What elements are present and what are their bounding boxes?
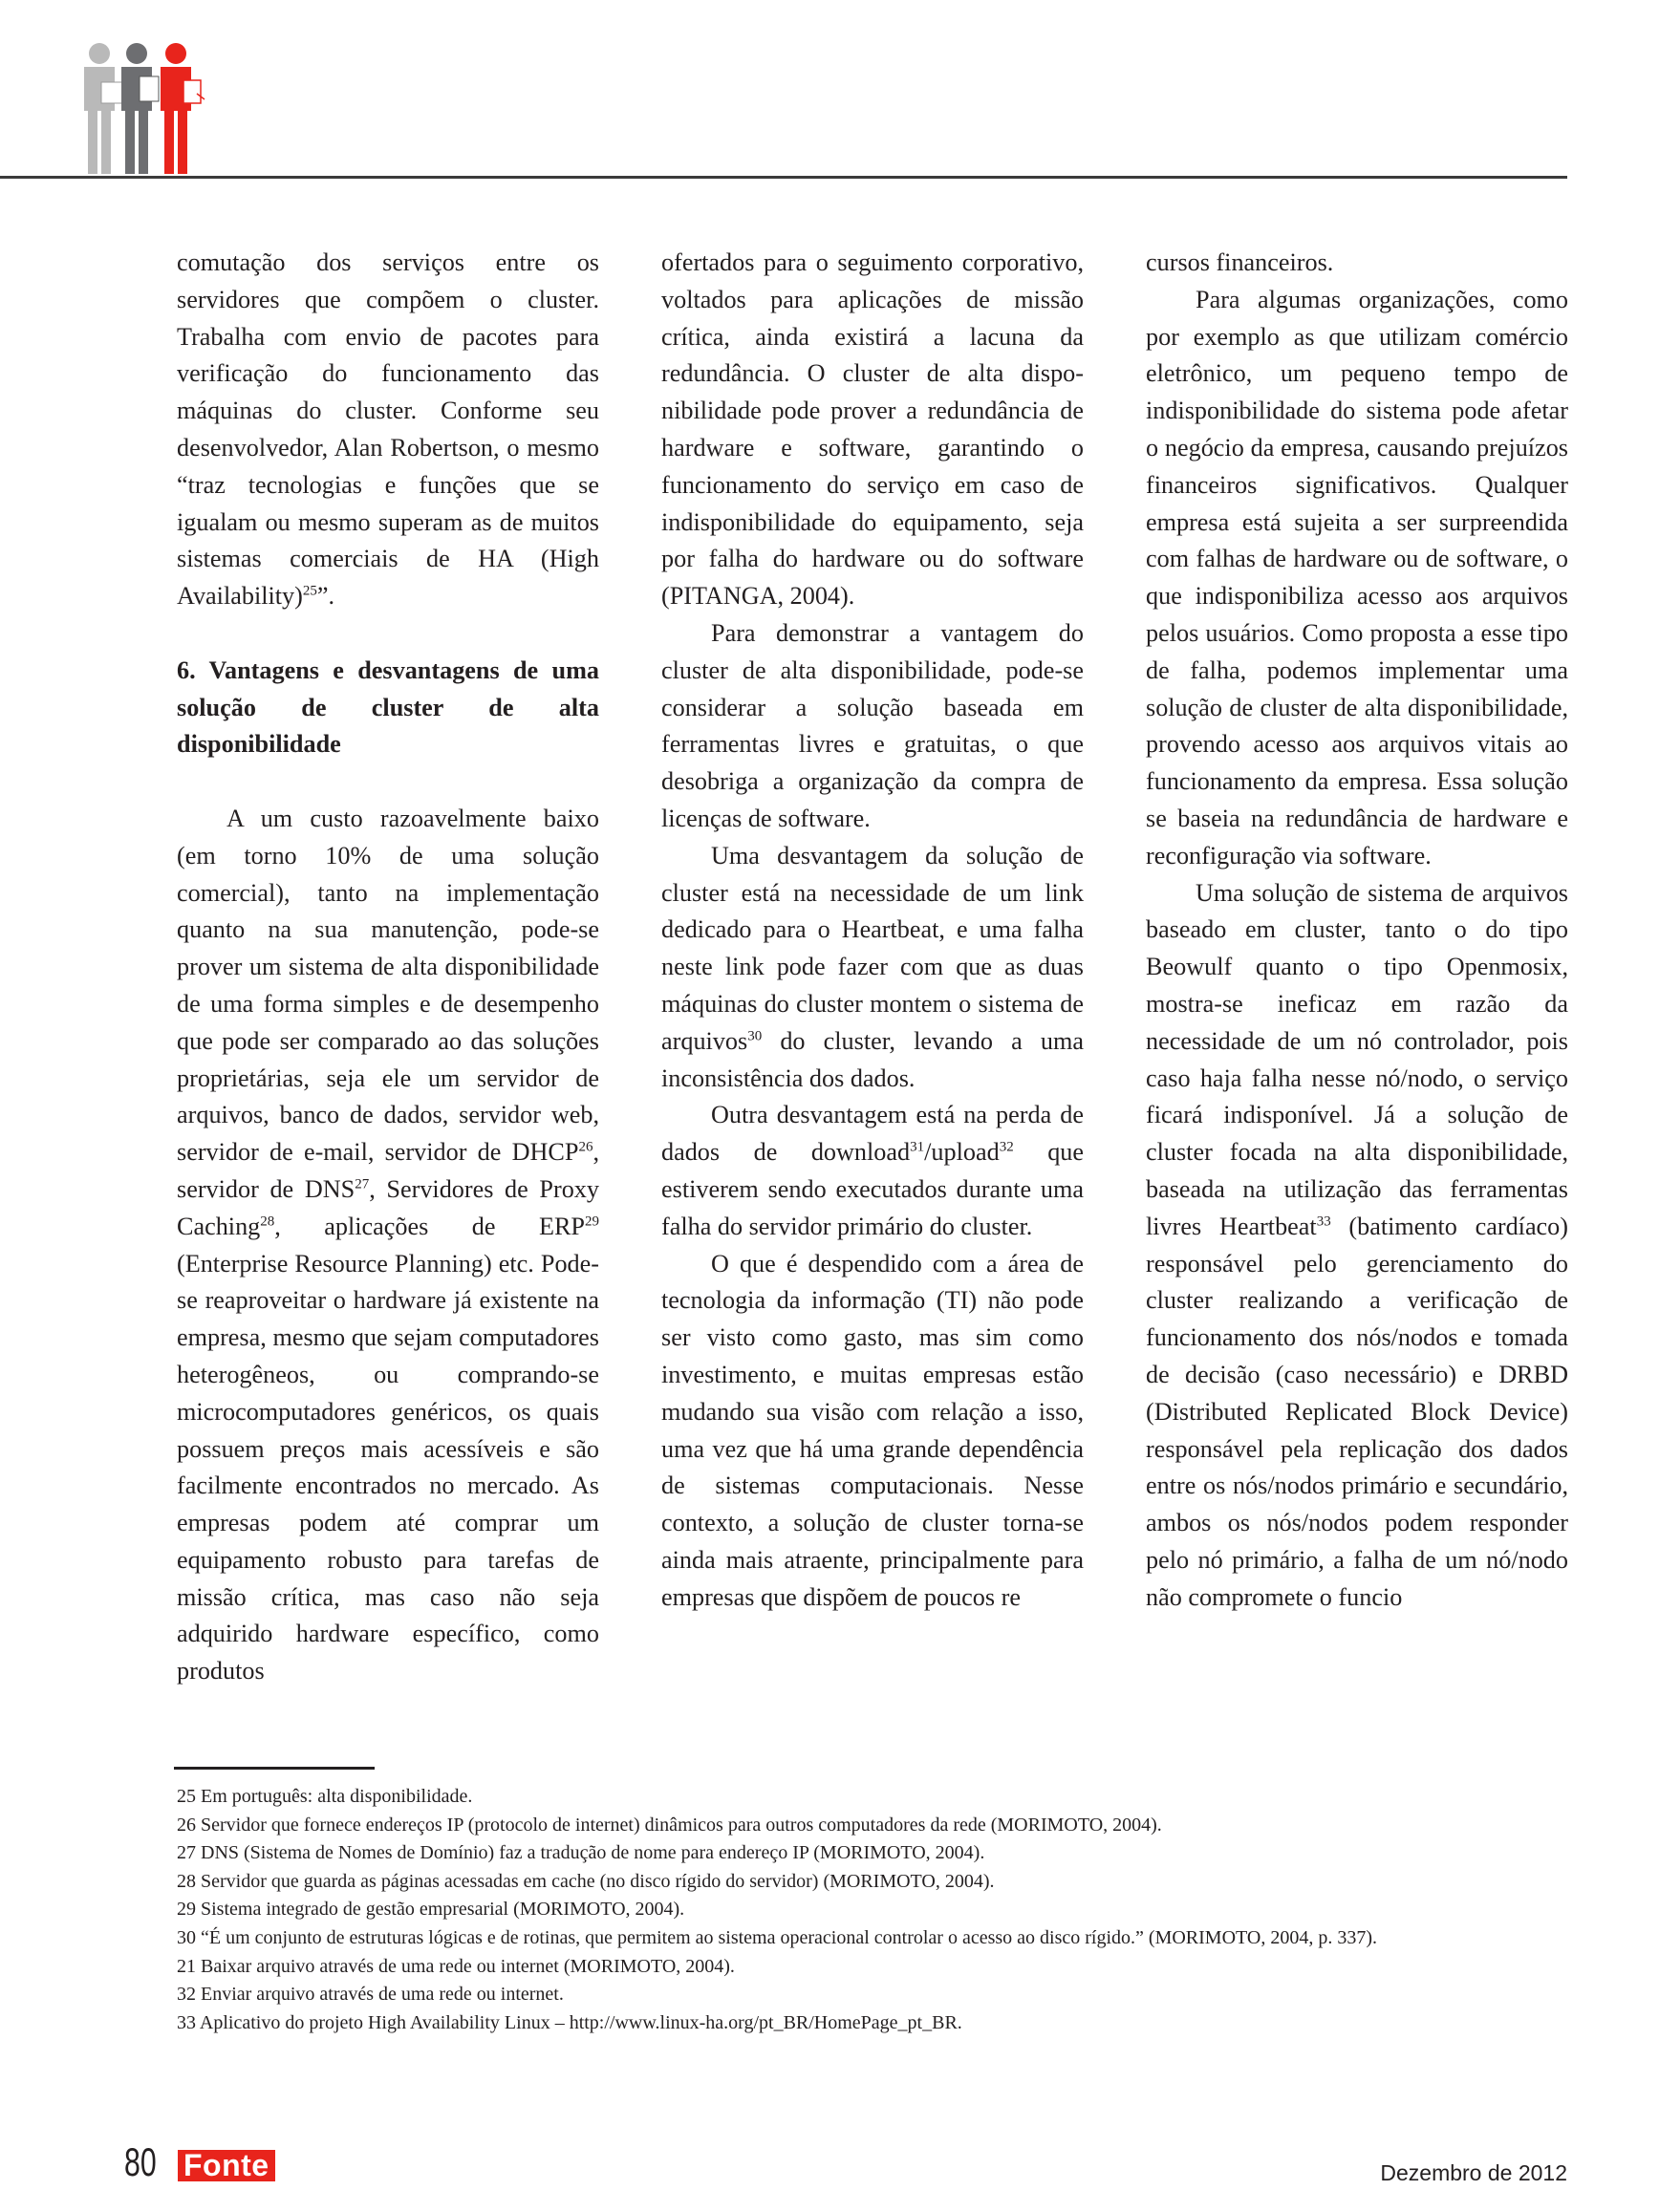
brand-logo: Fonte (178, 2150, 275, 2181)
page-number: 80 (124, 2139, 157, 2184)
footnote-27: 27 DNS (Sistema de Nomes de Domínio) faz a tradução de nome para endereço IP (MORIMOTO, 2004). (177, 1842, 985, 1864)
footnote-32: 32 Enviar arquivo através de uma rede ou internet. (177, 1984, 564, 2006)
paragraph: cursos financeiros. (1146, 248, 1334, 276)
header-rule (0, 176, 1567, 179)
footnote-31: 21 Baixar arquivo através de uma rede ou internet (MORIMOTO, 2004). (177, 1955, 735, 1977)
footnote-28: 28 Servidor que guarda as páginas acessadas em cache (no disco rígido do servidor) (MORIMOTO, 2004). (177, 1870, 995, 1892)
paragraph: Outra desvantagem está na perda de dados de download$^{31}$/upload$^{32}$ que estiverem sendo executados durante uma falha do servidor primário do cluster. (661, 1101, 1085, 1240)
footnote-33: 33 Aplicativo do projeto High Availability Linux – http://www.linux-ha.org/pt_BR/HomePage_pt_BR. (177, 2011, 962, 2033)
footnote-rule (174, 1767, 375, 1770)
paragraph: Uma desvantagem da solução de cluster está na necessidade de um link dedicado para o Heartbeat, e uma falha neste link pode fazer com que as duas máquinas do cluster montem o sistema de arquivos$^{30}$ do cluster, levando a uma inconsistência dos dados. (661, 841, 1084, 1092)
paragraph: Uma solução de sistema de arquivos baseado em cluster, tanto o do tipo Beowulf quanto o tipo Openmosix, mostra-se ineficaz em razão da necessidade de um nó controlador, pois caso haja falha nesse nó/nodo, o serviço ficará indisponível. Já a solução de cluster focada na alta disponibilidade, baseada na utilização das ferramentas livres Heartbeat$^{33}$ (batimento cardíaco) responsável pelo gerenciamento do cluster realizando a verificação de funcionamento dos nós/nodos e tomada de decisão (caso necessário) e DRBD (Distributed Replicated Block Device) responsável pela replicação dos dados entre os nós/nodos primário e secundário, ambos os nós/nodos podem responder pelo nó primário, a falha de um nó/nodo não compromete o funcio (1146, 878, 1568, 1611)
people-figures-logo-icon (76, 38, 220, 182)
paragraph: ofertados para o seguimento corporativo, voltados para aplicações de missão crítica, ainda existirá a lacuna da redundância. O cluster de alta disponibilidade pode prover a redundância de hardware e software, garantindo o funcionamento do serviço em caso de indisponibilidade do equipamento, seja por falha do hardware ou do software (PITANGA, 2004). (661, 248, 1084, 611)
footnotes (177, 1783, 1567, 2037)
paragraph: Para algumas organizações, como por exemplo as que utilizam comércio eletrônico, um pequeno tempo de indisponibilidade do sistema pode afetar o negócio da empresa, causando prejuízos financeiros significativos. Qualquer empresa está sujeita a ser surpreendida com falhas de hardware ou de software, o que indisponibiliza acesso aos arquivos pelos usuários. Como proposta a esse tipo de falha, podemos implementar uma solução de cluster de alta disponibilidade, provendo acesso aos arquivos vitais ao funcionamento da empresa. Essa solução se baseia na redundância de hardware e reconfiguração via software. (1146, 285, 1568, 870)
column-right (1146, 245, 1568, 1616)
footnote-29: 29 Sistema integrado de gestão empresarial (MORIMOTO, 2004). (177, 1899, 685, 1921)
paragraph: A um custo razoavelmente baixo (em torno 10% de uma solução comercial), tanto na implementação quanto na sua manutenção, pode-se prover um sistema de alta disponibilidade de uma forma simples e de desempenho que pode ser comparado ao das soluções proprietárias, seja ele um servidor de arquivos, banco de dados, servidor web, servidor de e-mail, servidor de DHCP$^{26}$, servidor de DNS$^{27}$, Servidores de Proxy Caching$^{28}$, aplicações de ERP$^{29}$ (Enterprise Resource Planning) etc. Pode-se reaproveitar o hardware já existente na empresa, mesmo que sejam computadores heterogêneos, ou comprando-se microcomputadores genéricos, os quais possuem preços mais acessíveis e são facilmente encontrados no mercado. As empresas podem até comprar um equipamento robusto para tarefas de missão crítica, mas caso não seja adquirido hardware específico, como produtos (177, 804, 599, 1686)
issue-date: Dezembro de 2012 (1380, 2160, 1567, 2185)
paragraph: comutação dos serviços entre os servidores que compõem o cluster. Trabalha com envio de pacotes para verificação do funcionamento das máquinas do cluster. Conforme seu desenvolvedor, Alan Robertson, o mesmo “traz tecnologias e funções que se igualam ou mesmo superam as de muitos sistemas comerciais de HA (High Availability)$^{25}$”. (177, 248, 599, 611)
section-heading: 6. Vantagens e desvantagens de uma solução de cluster de alta disponibilidade (177, 655, 599, 759)
column-middle (661, 245, 1084, 1616)
footnote-25: 25 Em português: alta disponibilidade. (177, 1786, 473, 1807)
footnote-26: 26 Servidor que fornece endereços IP (protocolo de internet) dinâmicos para outros computadores da rede (MORIMOTO, 2004). (177, 1814, 1162, 1836)
paragraph: O que é despendido com a área de tecnologia da informação (TI) não pode ser visto como gasto, mas sim como investimento, e muitas empresas estão mudando sua visão com relação a isso, uma vez que há uma grande dependência de sistemas computacionais. Nesse contexto, a solução de cluster torna-se ainda mais atraente, principalmente para empresas que dispõem de poucos re (661, 1249, 1084, 1611)
paragraph: Para demonstrar a vantagem do cluster de alta disponibilidade, pode-se considerar a solução baseada em ferramentas livres e gratuitas, o que desobriga a organização da compra de licenças de software. (661, 618, 1084, 832)
column-left (177, 245, 599, 1690)
footnote-30: 30 “É um conjunto de estruturas lógicas e de rotinas, que permitem ao sistema operacional controlar o acesso ao disco rígido.” (MORIMOTO, 2004, p. 337). (177, 1926, 1377, 1948)
